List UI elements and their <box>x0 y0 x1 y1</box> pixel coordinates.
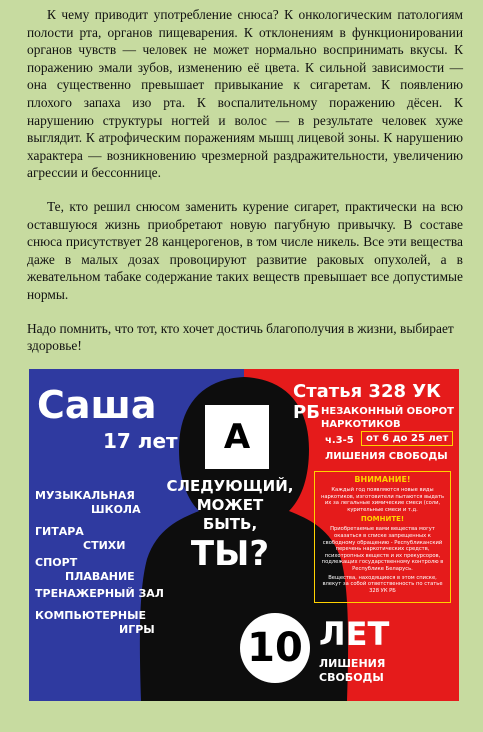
years-word: ЛЕТ <box>319 615 390 653</box>
article-title: Статья 328 УК РБ <box>293 381 441 423</box>
warning-box <box>314 471 451 603</box>
anti-drug-poster <box>29 369 459 701</box>
hobby-item: ТРЕНАЖЕРНЫЙ ЗАЛ <box>35 587 164 600</box>
warning-title: ВНИМАНИЕ! <box>354 475 411 484</box>
hobby-item: СПОРТ <box>35 556 78 569</box>
question-line: ТЫ? <box>190 534 270 574</box>
poster-question <box>155 477 305 574</box>
article-part: ч.3-5 <box>325 435 354 446</box>
article-text <box>27 6 463 371</box>
paragraph-carcinogens: Те, кто решил снюсом заменить курение сигарет, практически на всю оставшуюся жизнь приобретают новую пагубную привычку. В составе снюса присутствует 28 канцерогенов, в том числе никель. Все эти вещества даже в малых дозах провоцируют развитие раковых опухолей, а в жевательном табаке содержание таких веществ превышает все допустимые нормы. <box>27 198 463 302</box>
poster-name: Саша <box>37 383 157 427</box>
ten-years-circle: 10 <box>240 613 310 683</box>
question-line: БЫТЬ, <box>202 515 258 533</box>
hobby-item: ИГРЫ <box>119 623 155 636</box>
question-line: МОЖЕТ <box>196 496 264 514</box>
article-subtitle-line: НЕЗАКОННЫЙ ОБОРОТ <box>321 406 454 417</box>
paragraph-conclusion: Надо помнить, что тот, кто хочет достичь благополучия в жизни, выбирает здоровье! <box>27 320 454 354</box>
warning-text: Каждый год появляются новые виды наркотиков, изготовители пытаются выдать их за легальные химические смеси (соли, курительные смеси и т.д. <box>320 487 445 513</box>
hobby-item: ПЛАВАНИЕ <box>65 570 135 583</box>
remember-title: ПОМНИТЕ! <box>360 515 405 524</box>
article-subtitle <box>321 405 454 431</box>
article-term: от 6 до 25 лет <box>361 431 453 446</box>
article-penalty: ЛИШЕНИЯ СВОБОДЫ <box>325 451 448 462</box>
poster-age: 17 лет <box>103 429 178 453</box>
hobby-item: ШКОЛА <box>91 503 141 516</box>
question-line: СЛЕДУЮЩИЙ, <box>166 477 294 495</box>
hobby-item: МУЗЫКАЛЬНАЯ <box>35 489 135 502</box>
paragraph-consequences: К чему приводит употребление снюса? К онкологическим патологиям полости рта, органов пищеварения. К отклонениям в функционировании органов чувств — человек не может нормально воспринимать вкусы. К поражению эмали зубов, изменению её цвета. К сильной зависимости — она существенно превышает привыкание к сигаретам. К появлению плохого запаха изо рта. К воспалительному поражению дёсен. К нарушению структуры ногтей и волос — в результате человек хуже выглядит. К атрофическим поражениям мышц лицевой зоны. К нарушению характера — возникновению чрезмерной раздражительности, увеличению агрессии и бессоннице. <box>27 7 463 181</box>
deprivation-line: ЛИШЕНИЯ <box>319 657 386 670</box>
letter-a-box: А <box>205 405 269 469</box>
article-subtitle-line: НАРКОТИКОВ <box>321 419 401 430</box>
deprivation-label <box>319 657 385 685</box>
remember-text: Вещества, находящиеся в этом списке, влекут за собой ответственность по статье 328 УК РБ <box>322 574 443 594</box>
deprivation-line: СВОБОДЫ <box>319 671 384 684</box>
remember-text: Приобретаемые вами вещества могут оказаться в списке запрещенных к свободному обращению - Республиканский перечень наркотических средств, психотропных веществ и их прекурсоров, подлежащих государственному контролю в Республике Беларусь. <box>321 526 444 572</box>
hobby-item: ГИТАРА <box>35 525 84 538</box>
hobby-item: КОМПЬЮТЕРНЫЕ <box>35 609 146 622</box>
hobby-item: СТИХИ <box>83 539 126 552</box>
